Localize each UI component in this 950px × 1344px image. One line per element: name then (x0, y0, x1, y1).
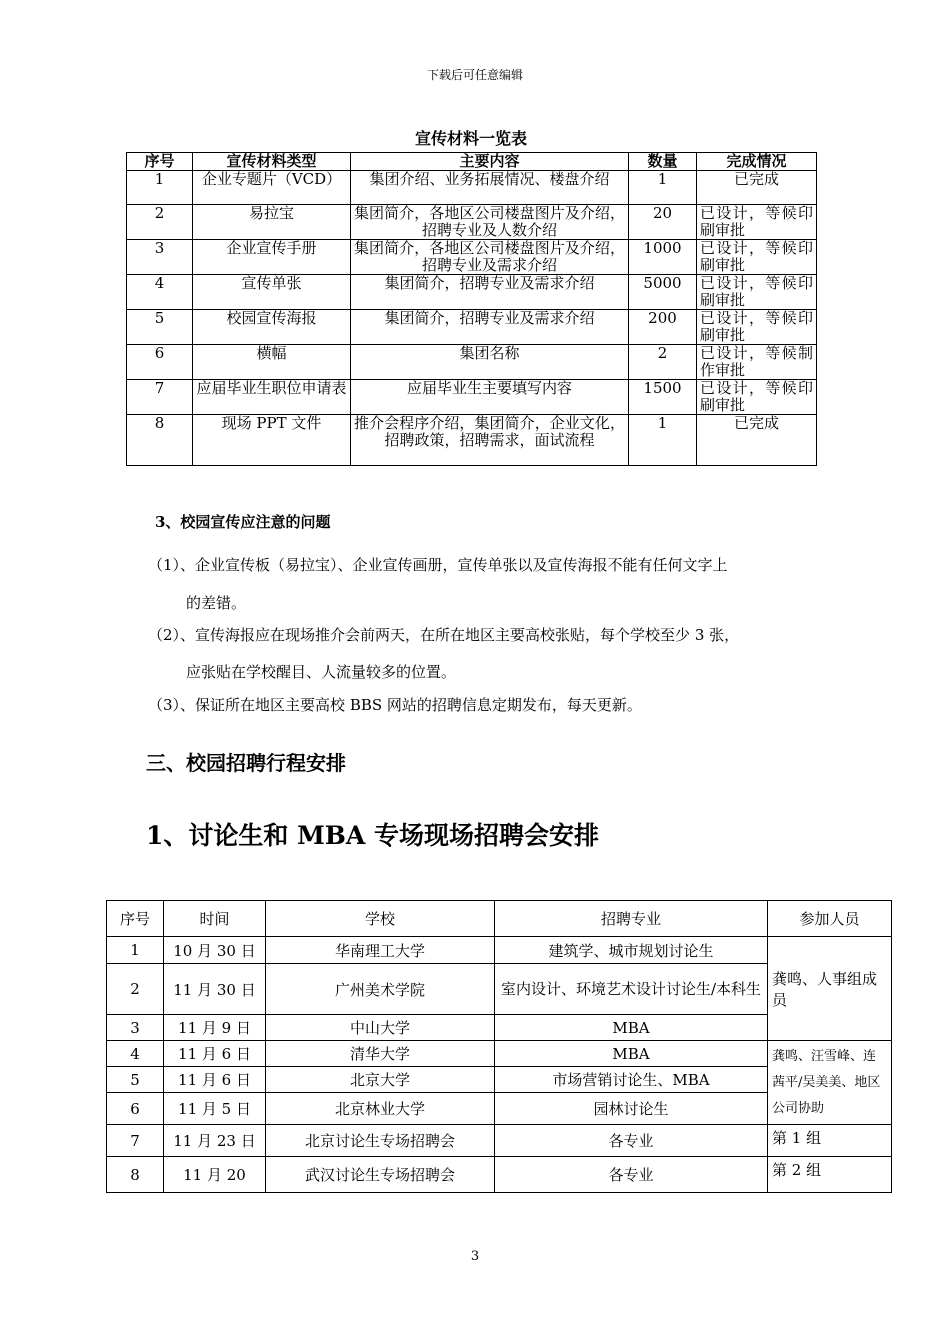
cell-qty: 1000 (629, 240, 697, 275)
table-row (127, 380, 817, 415)
cell-major: 室内设计、环境艺术设计讨论生/本科生 (495, 964, 768, 1015)
table1-title: 宣传材料一览表 (414, 129, 527, 148)
cell-status: 已设计，等候印刷审批 (697, 380, 817, 415)
cell-status: 已设计，等候印刷审批 (697, 310, 817, 345)
table-row (107, 1041, 892, 1067)
cell-school: 清华大学 (266, 1041, 495, 1067)
cell-status: 已完成 (697, 171, 817, 205)
cell-no: 3 (107, 1015, 164, 1041)
table-row (127, 240, 817, 275)
col-header-people: 参加人员 (768, 901, 892, 937)
cell-date: 11 月 23 日 (164, 1125, 266, 1157)
section-heading: 三、校园招聘行程安排 (146, 751, 346, 775)
cell-type: 易拉宝 (193, 205, 351, 240)
cell-school: 广州美术学院 (266, 964, 495, 1015)
table-row (127, 310, 817, 345)
cell-no: 7 (127, 380, 193, 415)
watermark: 下载后可任意编辑 (426, 68, 523, 82)
cell-no: 1 (107, 937, 164, 964)
cell-no: 5 (127, 310, 193, 345)
page-number: 3 (470, 1249, 480, 1264)
cell-people-row7: 第 1 组 (768, 1125, 892, 1157)
col-header-type: 宣传材料类型 (193, 153, 351, 171)
schedule-table (106, 900, 892, 1193)
cell-qty: 5000 (629, 275, 697, 310)
col-header-no: 序号 (127, 153, 193, 171)
col-header-no: 序号 (107, 901, 164, 937)
table-row (127, 205, 817, 240)
table-row (107, 1125, 892, 1157)
note-2-line2: 应张贴在学校醒目、人流量较多的位置。 (186, 663, 457, 681)
col-header-status: 完成情况 (697, 153, 817, 171)
cell-major: MBA (495, 1041, 768, 1067)
cell-no: 4 (107, 1041, 164, 1067)
cell-no: 1 (127, 171, 193, 205)
cell-status: 已设计，等候印刷审批 (697, 240, 817, 275)
cell-major: 市场营销讨论生、MBA (495, 1067, 768, 1093)
cell-school: 华南理工大学 (266, 937, 495, 964)
cell-major: 建筑学、城市规划讨论生 (495, 937, 768, 964)
col-header-date: 时间 (164, 901, 266, 937)
cell-status: 已设计，等候印刷审批 (697, 205, 817, 240)
col-header-content: 主要内容 (351, 153, 629, 171)
cell-type: 横幅 (193, 345, 351, 380)
cell-qty: 200 (629, 310, 697, 345)
cell-no: 6 (127, 345, 193, 380)
cell-type: 企业宣传手册 (193, 240, 351, 275)
cell-major: 各专业 (495, 1125, 768, 1157)
cell-type: 企业专题片（VCD） (193, 171, 351, 205)
cell-content: 集团介绍、业务拓展情况、楼盘介绍 (351, 171, 629, 205)
cell-type: 宣传单张 (193, 275, 351, 310)
cell-date: 11 月 5 日 (164, 1093, 266, 1125)
cell-school: 武汉讨论生专场招聘会 (266, 1157, 495, 1193)
cell-no: 3 (127, 240, 193, 275)
table-header-row (107, 901, 892, 937)
note-3-line1: （3）、保证所在地区主要高校 BBS 网站的招聘信息定期发布，每天更新。 (148, 696, 642, 714)
cell-no: 7 (107, 1125, 164, 1157)
col-header-major: 招聘专业 (495, 901, 768, 937)
cell-qty: 20 (629, 205, 697, 240)
cell-date: 10 月 30 日 (164, 937, 266, 964)
cell-major: 园林讨论生 (495, 1093, 768, 1125)
section3-heading: 3、校园宣传应注意的问题 (155, 513, 331, 531)
cell-no: 5 (107, 1067, 164, 1093)
cell-no: 8 (127, 415, 193, 466)
note-1-line1: （1）、企业宣传板（易拉宝）、企业宣传画册，宣传单张以及宣传海报不能有任何文字上 (148, 556, 728, 574)
cell-status: 已设计，等候制作审批 (697, 345, 817, 380)
note-2-line1: （2）、宣传海报应在现场推介会前两天，在所在地区主要高校张贴，每个学校至少 3 张， (148, 626, 740, 644)
cell-major: 各专业 (495, 1157, 768, 1193)
cell-no: 2 (107, 964, 164, 1015)
cell-no: 8 (107, 1157, 164, 1193)
cell-qty: 2 (629, 345, 697, 380)
cell-type: 校园宣传海报 (193, 310, 351, 345)
table-row (107, 1157, 892, 1193)
col-header-qty: 数量 (629, 153, 697, 171)
table-row (127, 345, 817, 380)
cell-no: 4 (127, 275, 193, 310)
cell-type: 现场 PPT 文件 (193, 415, 351, 466)
cell-school: 中山大学 (266, 1015, 495, 1041)
cell-date: 11 月 9 日 (164, 1015, 266, 1041)
cell-date: 11 月 6 日 (164, 1067, 266, 1093)
cell-date: 11 月 30 日 (164, 964, 266, 1015)
cell-type: 应届毕业生职位申请表 (193, 380, 351, 415)
cell-qty: 1 (629, 415, 697, 466)
big-heading: 1、讨论生和 MBA 专场现场招聘会安排 (146, 821, 600, 850)
cell-school: 北京林业大学 (266, 1093, 495, 1125)
cell-school: 北京讨论生专场招聘会 (266, 1125, 495, 1157)
cell-no: 6 (107, 1093, 164, 1125)
col-header-school: 学校 (266, 901, 495, 937)
note-1-line2: 的差错。 (186, 594, 247, 612)
table-row (127, 415, 817, 466)
cell-content: 集团简介，各地区公司楼盘图片及介绍，招聘专业及需求介绍 (351, 240, 629, 275)
cell-no: 2 (127, 205, 193, 240)
cell-content: 集团简介，各地区公司楼盘图片及介绍，招聘专业及人数介绍 (351, 205, 629, 240)
cell-content: 集团简介，招聘专业及需求介绍 (351, 275, 629, 310)
cell-qty: 1500 (629, 380, 697, 415)
table-header-row (127, 153, 817, 171)
cell-people-row8: 第 2 组 (768, 1157, 892, 1193)
table-row (127, 275, 817, 310)
materials-table (126, 152, 817, 466)
cell-people-group-b: 龚鸣、汪雪峰、连茜平/吴美美、地区公司协助 (768, 1041, 892, 1125)
cell-content: 集团简介，招聘专业及需求介绍 (351, 310, 629, 345)
cell-content: 应届毕业生主要填写内容 (351, 380, 629, 415)
cell-date: 11 月 20 (164, 1157, 266, 1193)
cell-status: 已设计，等候印刷审批 (697, 275, 817, 310)
table-row (107, 937, 892, 964)
cell-date: 11 月 6 日 (164, 1041, 266, 1067)
table-row (127, 171, 817, 205)
cell-content: 推介会程序介绍，集团简介，企业文化，招聘政策，招聘需求，面试流程 (351, 415, 629, 466)
cell-people-group-a: 龚鸣、人事组成员 (768, 937, 892, 1041)
cell-status: 已完成 (697, 415, 817, 466)
cell-qty: 1 (629, 171, 697, 205)
cell-major: MBA (495, 1015, 768, 1041)
cell-school: 北京大学 (266, 1067, 495, 1093)
cell-content: 集团名称 (351, 345, 629, 380)
